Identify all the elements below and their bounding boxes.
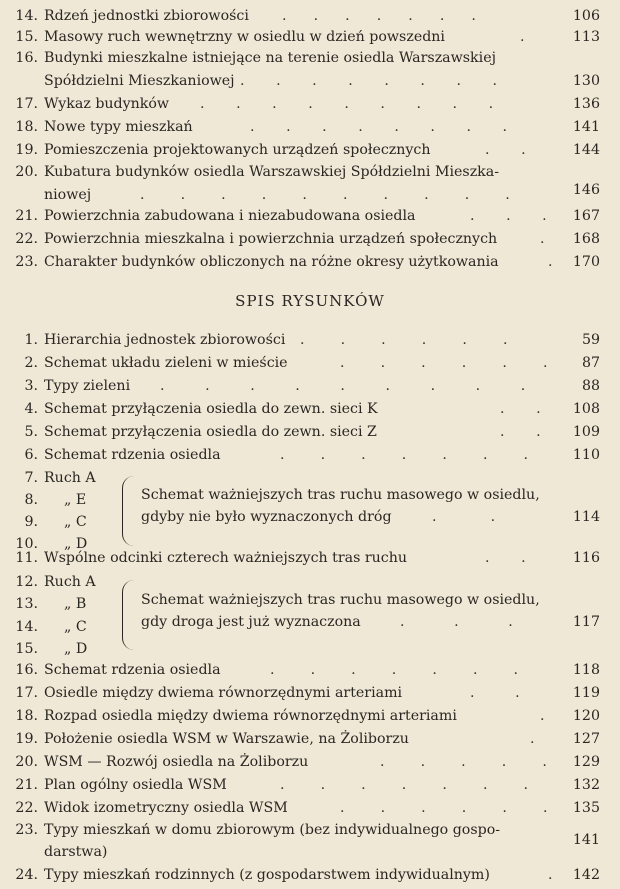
- page-number: 87: [581, 355, 600, 371]
- page-number: 114: [572, 509, 600, 525]
- item-title: Ruch A: [44, 470, 96, 486]
- item-number: 21.: [15, 208, 38, 224]
- item-number: 14.: [15, 8, 38, 24]
- page-number: 170: [572, 254, 600, 270]
- item-number: 4.: [24, 401, 38, 417]
- page-number: 142: [572, 867, 600, 883]
- page-number: 135: [572, 800, 600, 816]
- item-number: 15.: [15, 641, 38, 657]
- item-number: 18.: [15, 708, 38, 724]
- item-number: 21.: [15, 777, 38, 793]
- page-number: 106: [572, 8, 600, 24]
- item-number: 7.: [24, 470, 38, 486]
- item-title-continuation: darstwa): [44, 844, 108, 860]
- page-number: 120: [572, 708, 600, 724]
- group-description: gdyby nie było wyznaczonych dróg: [141, 509, 392, 525]
- item-number: 10.: [15, 536, 38, 552]
- item-title: Powierzchnia mieszkalna i powierzchnia urządzeń społecznych: [44, 231, 498, 247]
- item-number: 23.: [15, 822, 38, 838]
- item-title: Osiedle między dwiema równorzędnymi arteriami: [44, 685, 403, 701]
- page-number: 146: [572, 182, 600, 198]
- item-title: Rdzeń jednostki zbiorowości: [44, 8, 249, 24]
- item-number: 13.: [15, 596, 38, 612]
- item-title: Plan ogólny osiedla WSM: [44, 777, 227, 793]
- item-number: 18.: [15, 119, 38, 135]
- item-title: Rozpad osiedla między dwiema równorzędnymi arteriami: [44, 708, 457, 724]
- item-number: 23.: [15, 254, 38, 270]
- item-number: 24.: [15, 867, 38, 883]
- item-title-continuation: niowej: [44, 187, 92, 203]
- section-heading: SPIS RYSUNKÓW: [235, 292, 385, 310]
- document-page: 14. Rdzeń jednostki zbiorowości . . . . . . . 106 15. Masowy ruch wewnętrzny w osiedlu w dzień powszedni . 113 16. Budynki mieszkalne istniejące na terenie osiedla Warszawskiej Spółdzielni Mieszkaniowej . . . . . . . . 130 17. Wykaz budynków . . . . . . . . . 136 18. Nowe typy mieszkań . . . . . . . . 141 19. Pomieszczenia projektowanych urządzeń społecznych . . 144 20. Kubatura budynków osiedla Warszawskiej Spółdzielni Mieszka- niowej . . . . . . . . . . 146 21. Powierzchnia zabudowana i niezabudowana osiedla . . . 167 22. Powierzchnia mieszkalna i powierzchnia urządzeń społecznych . 168 23. Charakter budynków obliczonych na różne okresy użytkowania . 170 SPIS RYSUNKÓW 1. Hierarchia jednostek zbiorowości . . . . . . 59 2. Schemat układu zieleni w mieście . . . . . . 87 3. Typy zieleni . . . . . . . . . 88 4. Schemat przyłączenia osiedla do zewn. sieci K . . 108 5. Schemat przyłączenia osiedla do zewn. sieci Z . . 109 6. Schemat rdzenia osiedla . . . . . . . 110 7. Ruch A 8. „ E 9. „ C 10. „ D Schemat ważniejszych tras ruchu masowego w osiedlu, gdyby nie było wyznaczonych dróg . . 114 11. Wspólne odcinki czterech ważniejszych tras ruchu . . 116 12. Ruch A 13. „ B 14. „ C 15. „ D Schemat ważniejszych tras ruchu masowego w osiedlu, gdy droga jest już wyznaczona . . . 117 16. Schemat rdzenia osiedla . . . . . . . 118 17. Osiedle między dwiema równorzędnymi arteriami . . 119 18. Rozpad osiedla między dwiema równorzędnymi arteriami . 120 19. Położenie osiedla WSM w Warszawie, na Żoliborzu . 127 20. WSM — Rozwój osiedla na Żoliborzu . . . . . 129 21. Plan ogólny osiedla WSM . . . . . . . 132 22. Widok izometryczny osiedla WSM . . . . . . 135 23. Typy mieszkań w domu zbiorowym (bez indywidualnego gospo- darstwa) 141 24. Typy mieszkań rodzinnych (z gospodarstwem indywidualnym) . 142: [0, 0, 620, 889]
- item-title: Budynki mieszkalne istniejące na terenie osiedla Warszawskiej: [44, 50, 496, 66]
- item-number: 3.: [24, 378, 38, 394]
- item-number: 20.: [15, 754, 38, 770]
- page-number: 110: [572, 447, 600, 463]
- item-number: 20.: [15, 164, 38, 180]
- item-title: Schemat układu zieleni w mieście: [44, 355, 288, 371]
- item-title: Pomieszczenia projektowanych urządzeń społecznych: [44, 142, 431, 158]
- item-title: Typy mieszkań rodzinnych (z gospodarstwem indywidualnym): [44, 867, 490, 883]
- brace: [122, 476, 137, 546]
- item-title: Schemat rdzenia osiedla: [44, 662, 221, 678]
- page-number: 113: [572, 29, 600, 45]
- item-number: 22.: [15, 231, 38, 247]
- page-number: 108: [572, 401, 600, 417]
- item-title: Kubatura budynków osiedla Warszawskiej Spółdzielni Mieszka-: [44, 164, 500, 180]
- page-number: 167: [572, 208, 600, 224]
- item-number: 8.: [24, 492, 38, 508]
- page-number: 118: [572, 662, 600, 678]
- item-title: WSM — Rozwój osiedla na Żoliborzu: [44, 754, 309, 770]
- item-number: 15.: [15, 29, 38, 45]
- item-number: 22.: [15, 800, 38, 816]
- item-number: 9.: [24, 514, 38, 530]
- item-title: Widok izometryczny osiedla WSM: [44, 800, 288, 816]
- item-title: Powierzchnia zabudowana i niezabudowana osiedla: [44, 208, 416, 224]
- item-title: „ E: [64, 492, 87, 508]
- item-title: Typy mieszkań w domu zbiorowym (bez indywidualnego gospo-: [44, 822, 501, 838]
- item-title: Masowy ruch wewnętrzny w osiedlu w dzień powszedni: [44, 29, 445, 45]
- item-number: 2.: [24, 355, 38, 371]
- group-description: Schemat ważniejszych tras ruchu masowego w osiedlu,: [141, 487, 540, 503]
- item-title: „ D: [64, 536, 88, 552]
- brace: [122, 580, 137, 650]
- item-title: „ C: [64, 514, 87, 530]
- item-number: 16.: [15, 50, 38, 66]
- item-number: 17.: [15, 96, 38, 112]
- page-number: 132: [572, 777, 600, 793]
- item-title: Schemat przyłączenia osiedla do zewn. sieci K: [44, 401, 378, 417]
- page-number: 117: [572, 614, 600, 630]
- page-number: 88: [581, 378, 600, 394]
- page-number: 141: [572, 832, 600, 848]
- item-title: „ C: [64, 619, 87, 635]
- page-number: 119: [572, 685, 600, 701]
- page-number: 129: [572, 754, 600, 770]
- item-title: Nowe typy mieszkań: [44, 119, 193, 135]
- group-description: gdy droga jest już wyznaczona: [141, 614, 361, 630]
- page-number: 116: [572, 550, 600, 566]
- item-number: 6.: [24, 447, 38, 463]
- page-number: 109: [572, 424, 600, 440]
- item-number: 12.: [15, 574, 38, 590]
- page-number: 130: [572, 73, 600, 89]
- item-title-continuation: Spółdzielni Mieszkaniowej: [44, 73, 235, 89]
- page-number: 136: [572, 96, 600, 112]
- item-number: 19.: [15, 142, 38, 158]
- item-title: Położenie osiedla WSM w Warszawie, na Żoliborzu: [44, 731, 409, 747]
- page-number: 141: [572, 119, 600, 135]
- item-number: 1.: [24, 332, 38, 348]
- item-number: 19.: [15, 731, 38, 747]
- item-number: 16.: [15, 662, 38, 678]
- item-title: „ D: [64, 641, 88, 657]
- page-number: 59: [581, 332, 600, 348]
- group-description: Schemat ważniejszych tras ruchu masowego w osiedlu,: [141, 592, 540, 608]
- item-title: Schemat rdzenia osiedla: [44, 447, 221, 463]
- item-title: „ B: [64, 596, 87, 612]
- item-number: 14.: [15, 619, 38, 635]
- item-title: Charakter budynków obliczonych na różne okresy użytkowania: [44, 254, 499, 270]
- page-number: 168: [572, 231, 600, 247]
- item-title: Typy zieleni: [44, 378, 131, 394]
- item-title: Schemat przyłączenia osiedla do zewn. sieci Z: [44, 424, 377, 440]
- item-title: Wspólne odcinki czterech ważniejszych tras ruchu: [44, 550, 408, 566]
- item-number: 11.: [15, 550, 38, 566]
- item-title: Wykaz budynków: [44, 96, 170, 112]
- page-number: 127: [572, 731, 600, 747]
- item-number: 17.: [15, 685, 38, 701]
- item-title: Ruch A: [44, 574, 96, 590]
- item-number: 5.: [24, 424, 38, 440]
- item-title: Hierarchia jednostek zbiorowości: [44, 332, 286, 348]
- page-number: 144: [572, 142, 600, 158]
